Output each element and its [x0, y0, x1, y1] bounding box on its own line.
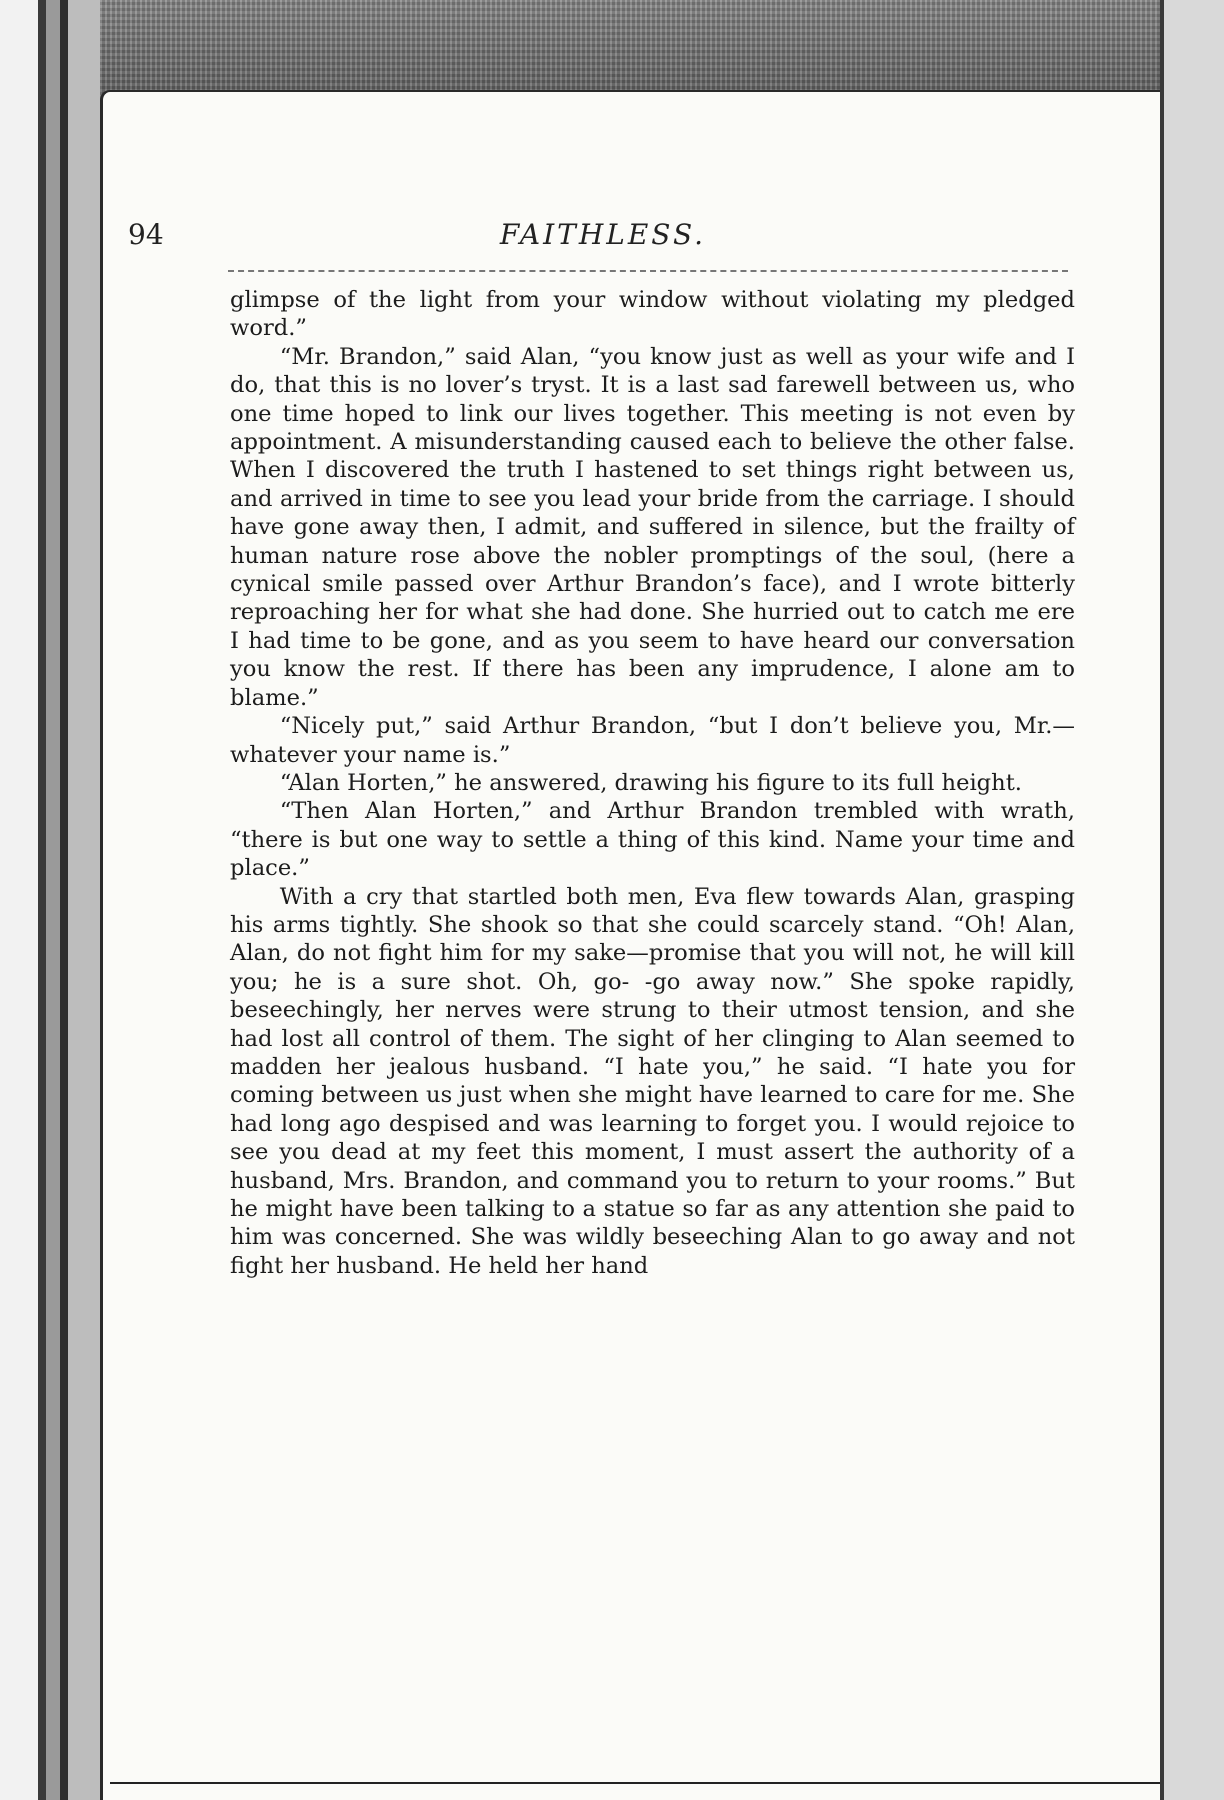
header-rule [228, 270, 1068, 272]
page-number: 94 [128, 218, 164, 251]
paragraph-6: With a cry that startled both men, Eva flew towards Alan, grasping his arms tightly. She shook so that she could scarcely stand. “Oh! Alan, Alan, do not fight him for my sake—promise that you will not, he will kill you; he is a sure shot. Oh, go- -go away now.” She spoke rapidly, beseechingly, her nerves were strung to their utmost tension, and she had lost all control of them. The sight of her clinging to Alan seemed to madden her jealous husband. “I hate you,” he said. “I hate you for coming between us just when she might have learned to care for me. She had long ago despised and was learning to forget you. I would rejoice to see you dead at my feet this moment, I must assert the authority of a husband, Mrs. Brandon, and command you to return to your rooms.” But he might have been talking to a statue so far as any attention she paid to him was concerned. She was wildly beseeching Alan to go away and not fight her husband. He held her hand [230, 883, 1075, 1279]
body-text [230, 286, 1075, 1280]
paragraph-5: “Then Alan Horten,” and Arthur Brandon trembled with wrath, “there is but one way to settle a thing of this kind. Name your time and place.” [230, 798, 1075, 882]
book-spine-edge [0, 0, 100, 1800]
paragraph-3: “Nicely put,” said Arthur Brandon, “but I don’t believe you, Mr.—whatever your name is.” [230, 713, 1075, 768]
paragraph-2: “Mr. Brandon,” said Alan, “you know just as well as your wife and I do, that this is no lover’s tryst. It is a last sad farewell between us, who one time hoped to link our lives together. This meeting is not even by appointment. A misunderstanding caused each to believe the other false. When I discovered the truth I hastened to set things right between us, and arrived in time to see you lead your bride from the carriage. I should have gone away then, I admit, and suffered in silence, but the frailty of human nature rose above the nobler promptings of the soul, (here a cynical smile passed over Arthur Brandon’s face), and I wrote bitterly reproaching her for what she had done. She hurried out to catch me ere I had time to be gone, and as you seem to have heard our conversation you know the rest. If there has been any imprudence, I alone am to blame.” [230, 343, 1075, 711]
scan-right-edge [1160, 0, 1224, 1800]
page-bottom-edge [110, 1782, 1160, 1784]
paragraph-1: glimpse of the light from your window without violating my pledged word.” [230, 287, 1075, 342]
running-title: FAITHLESS. [499, 218, 707, 251]
page-header [128, 218, 1078, 258]
paragraph-4: “Alan Horten,” he answered, drawing his figure to its full height. [279, 769, 1022, 796]
